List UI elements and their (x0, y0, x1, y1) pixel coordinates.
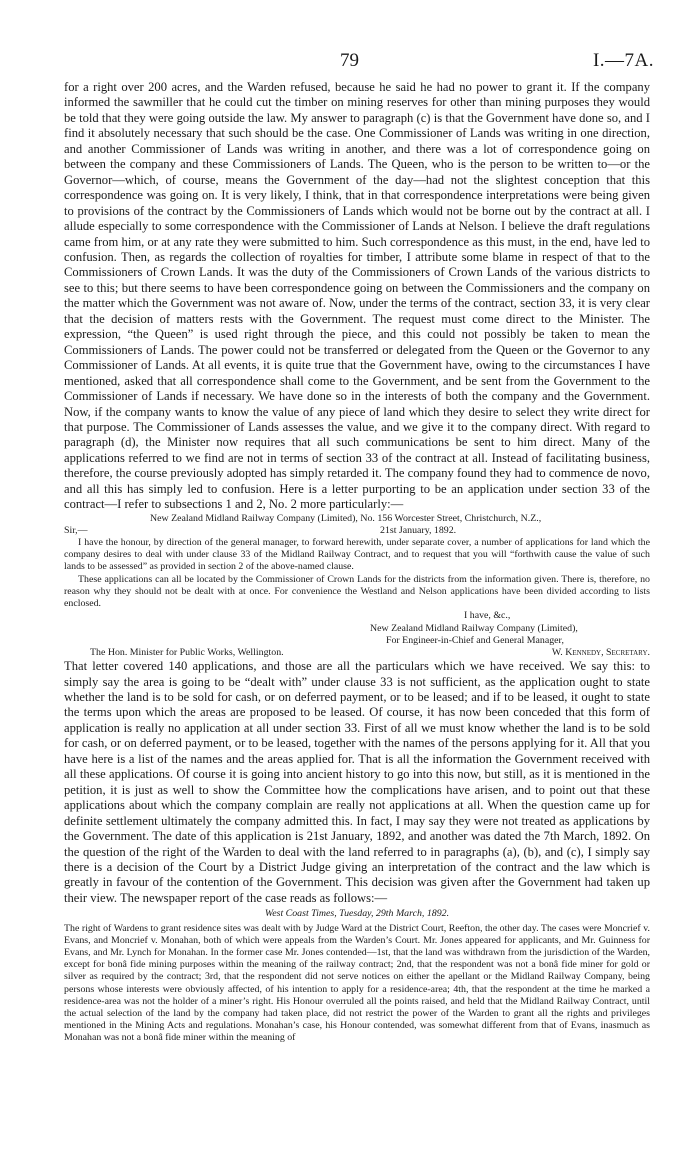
testimony-paragraph-1: for a right over 200 acres, and the Warden refused, because he said he had no power to grant it. If the company informed the sawmiller that he could cut the timber on mining reserves for other than mining purposes they would be told that they were going outside the law. My answer to paragraph (c) is that the Government have done so, and I find it absolutely necessary that such should be the case. One Commissioner of Lands was writing in one direction, and another Commissioner of Lands was writing in another, and there was a lot of correspondence going on between the company and these Commissioners of Lands. The Queen, who is the person to be written to—or the Governor—which, of course, means the Government of the day—had not the slightest conception that this correspondence was going on. It is very likely, I think, that in that correspondence interpretations were being given to provisions of the contract by the Commissioners of Lands which would not be borne out by the contract at all. I allude especially to some correspondence with the Commissioner of Lands at Nelson. I believe the draft regulations came from him, or at any rate they were submitted to him. Such correspondence as this must, in the end, have led to confusion. Then, as regards the collection of royalties for timber, I attribute some blame in respect of that to the Commissioners of Crown Lands. It was the duty of the Commissioners of Crown Lands of the various districts to see to this; but there seems to have been correspondence going on between the Commissioners and the company on the matter which the Government was not aware of. Now, under the terms of the contract, section 33, it is very clear that the decision of matters rests with the Government. The request must come direct to the Minister. The expression, “the Queen” is used right through the piece, and this could not possibly be taken to mean the Commissioners of Lands. The power could not be transferred or delegated from the Queen or the Governor to any Commissioner of Lands. At all events, it is quite true that the Government have, owing to the circumstances I have mentioned, asked that all correspondence shall come to the Government, and be sent from the Government to the Commissioner of Lands if necessary. We have done so in the interests of both the company and the Government. Now, if the company wants to know the value of any piece of land which they desire to select they write direct for that purpose. The Commissioner of Lands assesses the value, and we give it to the company direct. With regard to paragraph (d), the Minister now requires that all such communications be sent to him direct. Many of the applications referred to we find are not in terms of section 33 of the contract at all. Instead of facilitating business, therefore, the course previously adopted has simply retarded it. The company found they had to commence de novo, and all this has simply led to confusion. Here is a letter purporting to be an application under section 33 of the contract—I refer to subsections 1 and 2, No. 2 more particularly:— (64, 80, 650, 512)
letter-signoff-company: New Zealand Midland Railway Company (Limited), (370, 622, 578, 634)
page-number: 79 (340, 50, 359, 71)
letter-address: New Zealand Midland Railway Company (Limited), No. 156 Worcester Street, Christchurch, N.Z., (150, 512, 542, 524)
testimony-paragraph-2: That letter covered 140 applications, and those are all the particulars which we have received. We say this: to simply say the area is going to be “dealt with” under clause 33 is not sufficient, as the application ought to state whether the land is to be sold for cash, or on deferred payment, or to be leased; and if to be leased, it ought to state the terms upon which the areas are proposed to be leased. Of course, it has now been conceded that this form of application is really no application at all under section 33. First of all we must know whether the land is to be sold for cash, or on deferred payment, or to be leased, together with the names of the persons applying for it. All that you have here is a list of the names and the areas applied for. That is all the information the Government received with all these applications. Of course it is going into ancient history to go into this now, but still, as it is mentioned in the petition, it is just as well to show the Committee how the complications have arisen, and to point out that these applications about which the company complain are really not applications at all. When the question came up for definite settlement ultimately the company admitted this. In fact, I may say they were not treated as applications by the Government. The date of this application is 21st January, 1892, and another was dated the 7th March, 1892. On the question of the right of the Warden to deal with the land referred to in paragraphs (a), (b), and (c), I simply say there is a decision of the Court by a District Judge giving an interpretation of the contract and the law which is greatly in favour of the contention of the Government. This decision was given after the Government had taken up their view. The newspaper report of the case reads as follows:— (64, 659, 650, 905)
text-column (64, 80, 650, 1045)
news-body: The right of Wardens to grant residence sites was dealt with by Judge Ward at the District Court, Reefton, the other day. The cases were Moncrief v. Evans, and Moncrief v. Monahan, both of which were appeals from the Warden’s Court. Mr. Jones appeared for applicants, and Mr. Guinness for Evans, and Mr. Lynch for Monahan. In the former case Mr. Jones contended—1st, that the land was withdrawn from the jurisdiction of the Warden, except for bonâ fide mining purposes within the meaning of the railway contract; 2nd, that the respondent was not a bonâ fide miner for gold or silver as required by the contract; 3rd, that the respondent did not serve notices on either the apellant or the Midland Railway Company, being persons whose interests were obviously affected, of his intention to apply for a residence-area; 4th, that the respondent at the time he marked a residence-area was not the holder of a miner’s right. His Honour overruled all the points raised, and held that the Midland Railway Contract, until the actual selection of the land by the company had taken place, did not restrict the power of the Warden to grant all the rights and privileges mentioned in the Mining Acts and regulations. Monahan’s case, his Honour contended, was somewhat different from that of Evans, inasmuch as Monahan was not a bonâ fide miner within the meaning of (64, 922, 650, 1044)
letter-salutation: Sir,— (64, 524, 88, 536)
page-header (0, 50, 700, 72)
document-reference: I.—7A. (592, 50, 654, 71)
quoted-letter (64, 513, 650, 659)
letter-addressee-row (64, 647, 650, 659)
letter-signoff-role: For Engineer-in-Chief and General Manager, (386, 634, 564, 646)
letter-date: 21st January, 1892. (380, 524, 457, 536)
letter-closing: I have, &c., (464, 610, 511, 622)
letter-body-1: I have the honour, by direction of the general manager, to forward herewith, under separate cover, a number of applications for land which the company desires to deal with under clause 33 of the Midland Railway Contract, and to request that you will “forthwith cause the value of such lands to be assessed” as provided in section 2 of the above-named clause. (64, 537, 650, 573)
letter-signatory: W. Kennedy, Secretary. (551, 646, 650, 658)
newspaper-report (64, 908, 650, 1044)
letter-addressee: The Hon. Minister for Public Works, Wellington. (90, 646, 284, 658)
letter-body-2: These applications can all be located by the Commissioner of Crown Lands for the districts from the information given. There is, therefore, no reason why they should not be dealt with at once. For convenience the Westland and Nelson applications have been divided according to lists enclosed. (64, 573, 650, 610)
letter-salutation-row (64, 525, 650, 537)
news-source: West Coast Times, Tuesday, 29th March, 1892. (264, 908, 450, 920)
